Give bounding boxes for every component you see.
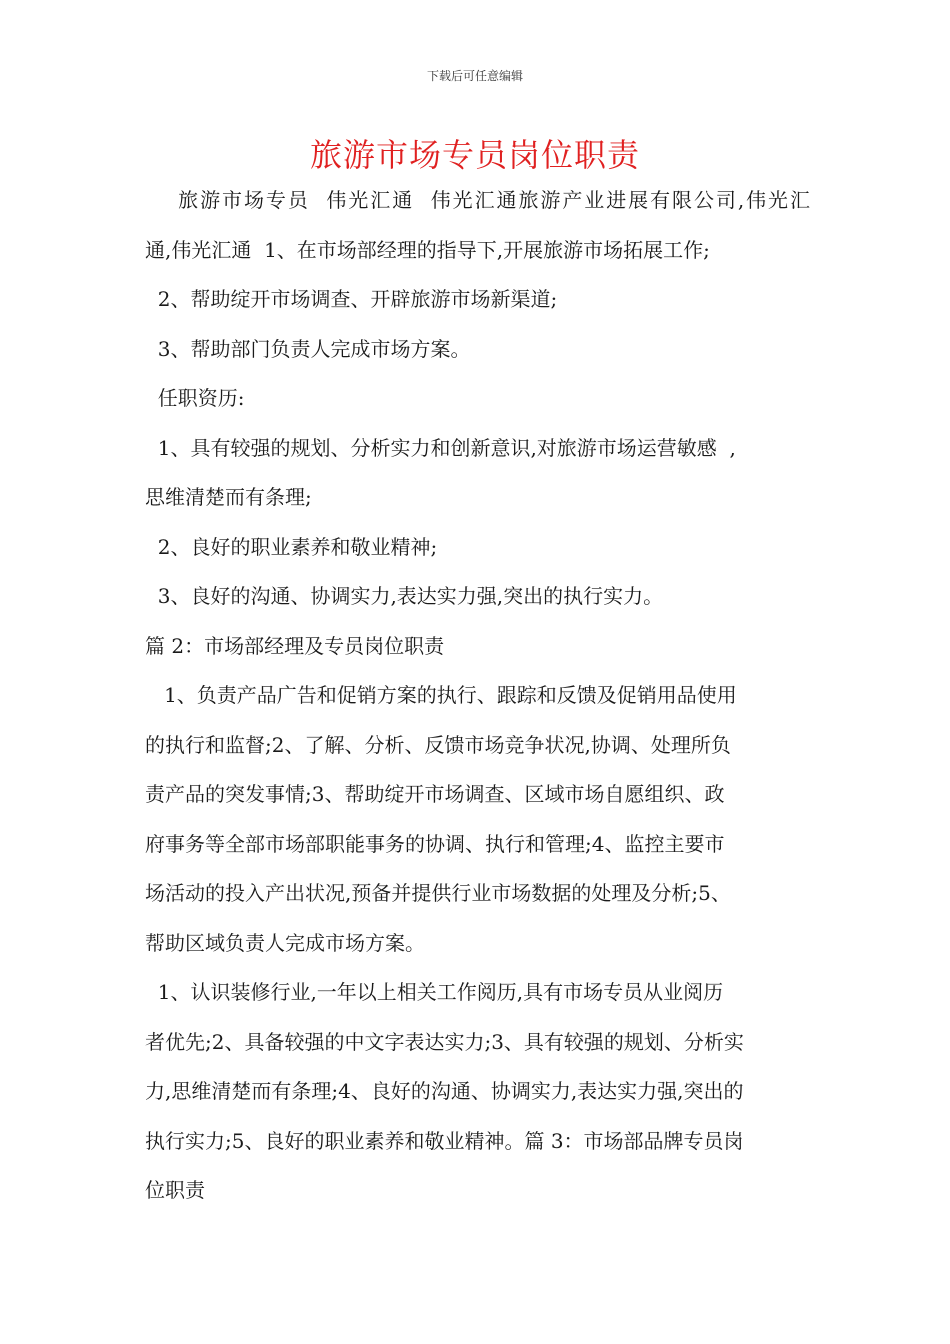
body-line: 思维清楚而有条理; [145, 485, 312, 509]
body-line: 2、帮助绽开市场调查、开辟旅游市场新渠道; [145, 287, 558, 311]
body-line: 1、认识装修行业,一年以上相关工作阅历,具有市场专员从业阅历 [145, 980, 724, 1004]
body-line: 任职资历: [145, 386, 245, 410]
body-line: 府事务等全部市场部职能事务的协调、执行和管理;4、监控主要市 [145, 831, 725, 856]
body-line: 旅游市场专员 伟光汇通 伟光汇通旅游产业进展有限公司,伟光汇 [145, 188, 810, 212]
body-line: 通,伟光汇通 1、在市场部经理的指导下,开展旅游市场拓展工作; [145, 237, 710, 262]
header-note: 下载后可任意编辑 [426, 69, 523, 83]
document-body [145, 176, 810, 1216]
body-line: 力,思维清楚而有条理;4、良好的沟通、协调实力,表达实力强,突出的 [145, 1079, 744, 1103]
body-line: 1、具有较强的规划、分析实力和创新意识,对旅游市场运营敏感 , [145, 435, 736, 460]
body-line: 位职责 [145, 1178, 205, 1202]
document-title: 旅游市场专员岗位职责 [309, 136, 640, 174]
body-line: 3、帮助部门负责人完成市场方案。 [145, 336, 471, 361]
section-heading: 篇 2：市场部经理及专员岗位职责 [145, 633, 445, 658]
body-line: 3、良好的沟通、协调实力,表达实力强,突出的执行实力。 [145, 584, 664, 608]
body-line: 1、负责产品广告和促销方案的执行、跟踪和反馈及促销用品使用 [145, 683, 737, 707]
body-line: 2、良好的职业素养和敬业精神; [145, 534, 438, 559]
body-line: 责产品的突发事情;3、帮助绽开市场调查、区域市场自愿组织、政 [145, 782, 725, 806]
body-line: 执行实力;5、良好的职业素养和敬业精神。篇 3：市场部品牌专员岗 [145, 1128, 744, 1153]
body-line: 场活动的投入产出状况,预备并提供行业市场数据的处理及分析;5、 [145, 881, 731, 905]
body-line: 者优先;2、具备较强的中文字表达实力;3、具有较强的规划、分析实 [145, 1029, 744, 1054]
body-line: 帮助区域负责人完成市场方案。 [145, 930, 425, 955]
body-line: 的执行和监督;2、了解、分析、反馈市场竞争状况,协调、处理所负 [145, 732, 731, 757]
